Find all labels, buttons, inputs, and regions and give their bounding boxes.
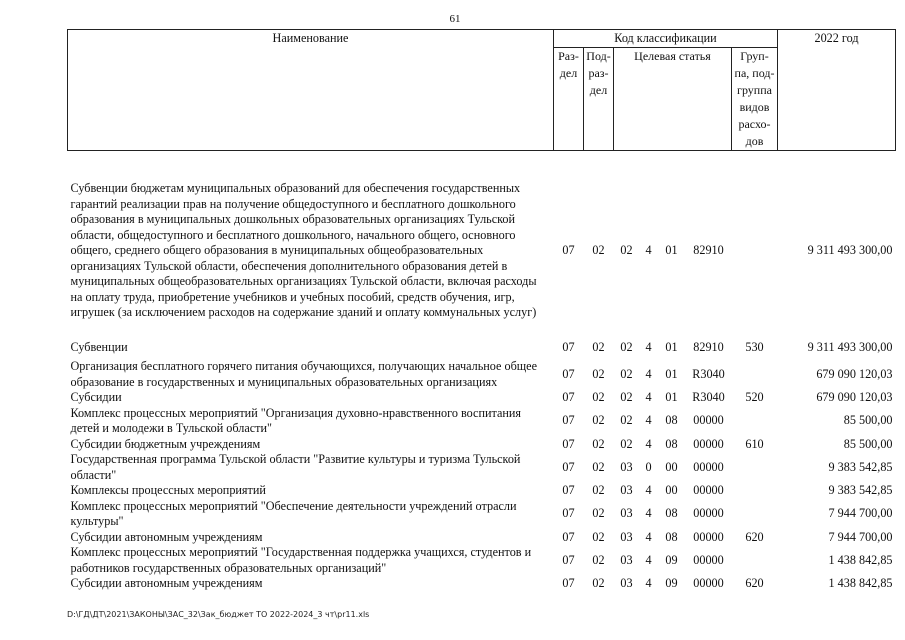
row-amount: 85 500,00 xyxy=(843,436,893,451)
row-target-type: 4 xyxy=(645,366,652,381)
row-expense-group: 530 xyxy=(745,340,764,355)
row-subsection: 02 xyxy=(592,483,605,497)
header-expense-group: Груп- па, под- группа видов расхо- дов xyxy=(732,48,778,151)
row-name: Комплексы процессных мероприятий xyxy=(70,483,266,497)
row-target-type: 4 xyxy=(645,390,652,404)
row-target-direction: 00000 xyxy=(693,552,724,567)
row-name: Комплекс процессных мероприятий "Государственная поддержка учащихся, студентов и работников государственных образовательных организаций" xyxy=(70,545,532,575)
row-name: Субвенции бюджетам муниципальных образований для обеспечения государственных гарантий реализации прав на получение общедоступного и бесплатного дошкольного образования в муниципальных дошкольных образовательных организациях Тульской области, общедоступного и бесплатного дошкольного, начального общего, основного общего, среднего общего образования в муниципальных общеобразовательных организациях Тульской области, обеспечения дополнительного образования детей в муниципальных общеобразовательных организациях Тульской области, включая расходы на оплату труда, приобретение учебников и учебных пособий, средств обучения, игр, игрушек (за исключением расходов на содержание зданий и оплату коммунальных услуг) xyxy=(70,181,537,320)
row-amount: 679 090 120,03 xyxy=(816,390,893,404)
row-expense-group: 620 xyxy=(745,576,764,590)
row-section: 07 xyxy=(562,366,575,381)
row-target-subprogram: 01 xyxy=(665,340,678,355)
row-target-direction: 82910 xyxy=(693,243,724,258)
row-expense-group: 610 xyxy=(745,436,764,451)
row-target-type: 4 xyxy=(645,506,652,521)
row-expense-group xyxy=(732,452,778,483)
row-section: 07 xyxy=(562,390,575,404)
table-row xyxy=(68,359,896,390)
row-target-type: 4 xyxy=(645,576,652,590)
row-target-subprogram: 08 xyxy=(665,413,678,428)
table-row xyxy=(68,452,896,483)
table-row xyxy=(68,576,896,592)
header-section: Раз- дел xyxy=(554,48,584,151)
table-row xyxy=(68,530,896,546)
row-target-program: 03 xyxy=(620,483,633,497)
row-target-subprogram: 08 xyxy=(665,436,678,451)
table-row xyxy=(68,390,896,406)
row-name: Комплекс процессных мероприятий "Обеспечение деятельности учреждений отрасли культуры" xyxy=(70,498,517,528)
row-target-subprogram: 08 xyxy=(665,529,678,544)
row-expense-group xyxy=(732,499,778,530)
page-number: 61 xyxy=(449,13,461,25)
row-target-direction: 00000 xyxy=(693,483,724,497)
row-name: Субсидии автономным учреждениям xyxy=(70,529,263,544)
row-amount: 1 438 842,85 xyxy=(828,576,893,590)
row-subsection: 02 xyxy=(592,506,605,521)
row-amount: 9 311 493 300,00 xyxy=(807,243,893,258)
row-expense-group: 520 xyxy=(745,390,764,404)
file-path-footer: D:\ГД\ДТ\2021\ЗАКОНЫ\ЗАС_32\Зак_бюджет ТО 2022-2024_3 чт\pr11.xls xyxy=(67,610,370,619)
row-target-subprogram: 09 xyxy=(665,576,678,590)
row-target-program: 03 xyxy=(620,459,633,474)
row-target-program: 02 xyxy=(620,436,633,451)
table-row xyxy=(68,337,896,359)
header-target-article: Целевая статья xyxy=(614,48,732,151)
row-target-type: 4 xyxy=(645,413,652,428)
row-target-subprogram: 00 xyxy=(665,483,678,497)
row-target-program: 02 xyxy=(620,340,633,355)
row-target-direction: 82910 xyxy=(693,340,724,355)
row-subsection: 02 xyxy=(592,243,605,258)
table-body xyxy=(68,151,896,592)
row-target-type: 4 xyxy=(645,340,652,355)
row-subsection: 02 xyxy=(592,552,605,567)
row-amount: 9 383 542,85 xyxy=(828,459,893,474)
row-target-type: 4 xyxy=(645,483,652,497)
row-target-subprogram: 00 xyxy=(665,459,678,474)
table-row xyxy=(68,406,896,437)
row-amount: 1 438 842,85 xyxy=(828,552,893,567)
table-row xyxy=(68,483,896,499)
row-subsection: 02 xyxy=(592,576,605,590)
row-subsection: 02 xyxy=(592,459,605,474)
row-expense-group xyxy=(732,406,778,437)
row-subsection: 02 xyxy=(592,529,605,544)
row-target-direction: R3040 xyxy=(692,366,725,381)
row-target-program: 03 xyxy=(620,552,633,567)
row-name: Субсидии автономным учреждениям xyxy=(70,576,263,590)
row-target-direction: 00000 xyxy=(693,529,724,544)
row-expense-group xyxy=(732,545,778,576)
row-subsection: 02 xyxy=(592,340,605,355)
row-target-subprogram: 01 xyxy=(665,366,678,381)
row-expense-group: 620 xyxy=(745,529,764,544)
table-row xyxy=(68,165,896,337)
row-target-program: 03 xyxy=(620,529,633,544)
row-section: 07 xyxy=(562,243,575,258)
row-name: Государственная программа Тульской области "Развитие культуры и туризма Тульской области" xyxy=(70,452,521,482)
row-subsection: 02 xyxy=(592,366,605,381)
row-target-program: 03 xyxy=(620,576,633,590)
row-amount: 7 944 700,00 xyxy=(828,529,893,544)
row-target-type: 4 xyxy=(645,552,652,567)
row-amount: 9 383 542,85 xyxy=(828,483,893,497)
row-target-type: 4 xyxy=(645,436,652,451)
row-name: Субсидии xyxy=(70,390,122,404)
row-target-program: 02 xyxy=(620,413,633,428)
row-target-direction: 00000 xyxy=(693,459,724,474)
header-subsection: Под- раз- дел xyxy=(584,48,614,151)
row-target-program: 02 xyxy=(620,243,633,258)
row-amount: 679 090 120,03 xyxy=(816,366,893,381)
row-section: 07 xyxy=(562,459,575,474)
row-target-subprogram: 01 xyxy=(665,243,678,258)
row-target-direction: 00000 xyxy=(693,506,724,521)
row-section: 07 xyxy=(562,576,575,590)
row-expense-group xyxy=(732,165,778,337)
header-year: 2022 год xyxy=(778,30,896,151)
row-target-program: 02 xyxy=(620,390,633,404)
row-section: 07 xyxy=(562,529,575,544)
row-name: Комплекс процессных мероприятий "Организация духовно-нравственного воспитания детей и молодежи в Тульской области" xyxy=(70,405,522,435)
table-row xyxy=(68,437,896,453)
row-target-subprogram: 01 xyxy=(665,390,678,404)
row-target-type: 0 xyxy=(645,459,652,474)
table-header xyxy=(68,30,896,151)
row-section: 07 xyxy=(562,552,575,567)
row-name: Субсидии бюджетным учреждениям xyxy=(70,436,261,451)
row-target-program: 03 xyxy=(620,506,633,521)
row-target-direction: 00000 xyxy=(693,436,724,451)
header-code-group: Код классификации xyxy=(554,30,778,48)
table-row xyxy=(68,545,896,576)
row-target-direction: R3040 xyxy=(692,390,725,404)
row-section: 07 xyxy=(562,506,575,521)
row-section: 07 xyxy=(562,436,575,451)
row-target-subprogram: 08 xyxy=(665,506,678,521)
row-target-program: 02 xyxy=(620,366,633,381)
row-name: Субвенции xyxy=(70,340,128,355)
budget-table xyxy=(67,29,896,592)
row-section: 07 xyxy=(562,483,575,497)
row-section: 07 xyxy=(562,413,575,428)
row-target-direction: 00000 xyxy=(693,413,724,428)
row-amount: 7 944 700,00 xyxy=(828,506,893,521)
row-name: Организация бесплатного горячего питания обучающихся, получающих начальное общее образование в государственных и муниципальных образовательных организациях xyxy=(70,359,537,389)
table-row xyxy=(68,499,896,530)
row-subsection: 02 xyxy=(592,436,605,451)
row-section: 07 xyxy=(562,340,575,355)
row-expense-group xyxy=(732,483,778,499)
row-target-direction: 00000 xyxy=(693,576,724,590)
header-name: Наименование xyxy=(68,30,554,151)
row-target-type: 4 xyxy=(645,243,652,258)
row-expense-group xyxy=(732,359,778,390)
row-amount: 85 500,00 xyxy=(843,413,893,428)
row-subsection: 02 xyxy=(592,390,605,404)
row-subsection: 02 xyxy=(592,413,605,428)
row-amount: 9 311 493 300,00 xyxy=(807,340,893,355)
row-target-subprogram: 09 xyxy=(665,552,678,567)
row-target-type: 4 xyxy=(645,529,652,544)
